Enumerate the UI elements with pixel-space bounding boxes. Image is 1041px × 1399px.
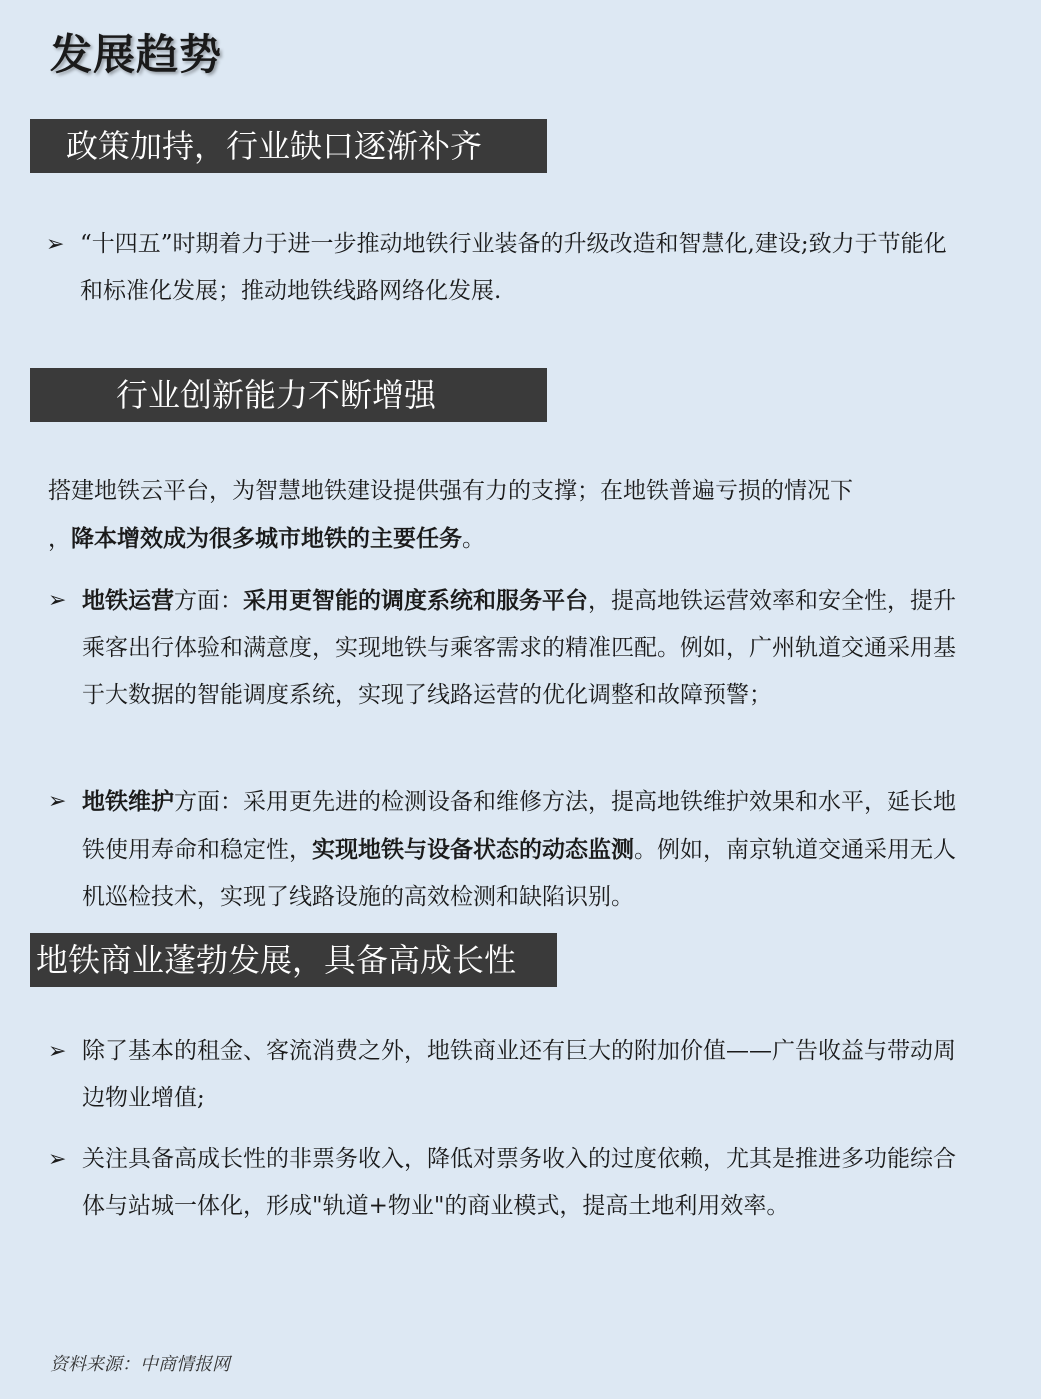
- intro-period: 。: [462, 526, 485, 552]
- section-heading-text: 政策加持，行业缺口逐渐补齐: [66, 127, 483, 165]
- maintenance-rest: 。例如，南京轨道交通采用无人机巡检技术，实现了线路设施的高效检测和缺陷识别。: [82, 837, 956, 910]
- section-heading-innovation: [30, 368, 547, 422]
- operations-mid: 方面：: [174, 588, 243, 614]
- bullet-arrow-icon: ➢: [48, 1147, 67, 1172]
- bullet-arrow-icon: ➢: [46, 232, 65, 257]
- section-heading-text: 行业创新能力不断增强: [116, 376, 437, 414]
- maintenance-mid: 方面：采用更先进的检测设备和维修方法，提高地铁维护效果和水平，延长地铁使用寿命和稳定性，: [82, 789, 956, 863]
- policy-bullet-text: “十四五”时期着力于进一步推动地铁行业装备的升级改造和智慧化,建设;致力于节能化和标准化发展；推动地铁线路网络化发展.: [80, 231, 947, 304]
- commerce-bullet-1: 除了基本的租金、客流消费之外，地铁商业还有巨大的附加价值——广告收益与带动周边物业增值;: [82, 1038, 956, 1111]
- operations-rest: ，提高地铁运营效率和安全性，提升乘客出行体验和满意度，实现地铁与乘客需求的精准匹配。例如，广州轨道交通采用基于大数据的智能调度系统，实现了线路运营的优化调整和故障预警；: [82, 588, 956, 708]
- operations-label: 地铁运营: [82, 587, 174, 614]
- bullet-arrow-icon: ➢: [48, 1039, 67, 1064]
- maintenance-bullet-text: [82, 778, 972, 921]
- section-heading-commerce: [30, 933, 557, 987]
- source-note: 资料来源：中商情报网: [50, 1354, 230, 1375]
- operations-bold-text: 采用更智能的调度系统和服务平台: [243, 587, 588, 614]
- section-heading-policy: [30, 119, 547, 173]
- intro-bold-text: 降本增效成为很多城市地铁的主要任务: [71, 525, 462, 552]
- section-heading-text: 地铁商业蓬勃发展，具备高成长性: [36, 941, 517, 979]
- operations-bullet-text: [82, 577, 972, 719]
- innovation-intro-line-2: [48, 515, 968, 563]
- bullet-arrow-icon: ➢: [48, 588, 67, 613]
- commerce-bullet-2: 关注具备高成长性的非票务收入，降低对票务收入的过度依赖，尤其是推进多功能综合体与站城一体化，形成"轨道+物业"的商业模式，提高土地利用效率。: [82, 1146, 956, 1219]
- maintenance-label: 地铁维护: [82, 788, 174, 815]
- innovation-intro: [48, 468, 968, 563]
- page-title: 发展趋势: [50, 30, 223, 79]
- maintenance-bold-text: 实现地铁与设备状态的动态监测: [312, 836, 634, 863]
- bullet-arrow-icon: ➢: [48, 789, 67, 814]
- innovation-intro-line-1: 搭建地铁云平台，为智慧地铁建设提供强有力的支撑；在地铁普遍亏损的情况下: [48, 478, 853, 504]
- intro-comma: ，: [48, 526, 71, 552]
